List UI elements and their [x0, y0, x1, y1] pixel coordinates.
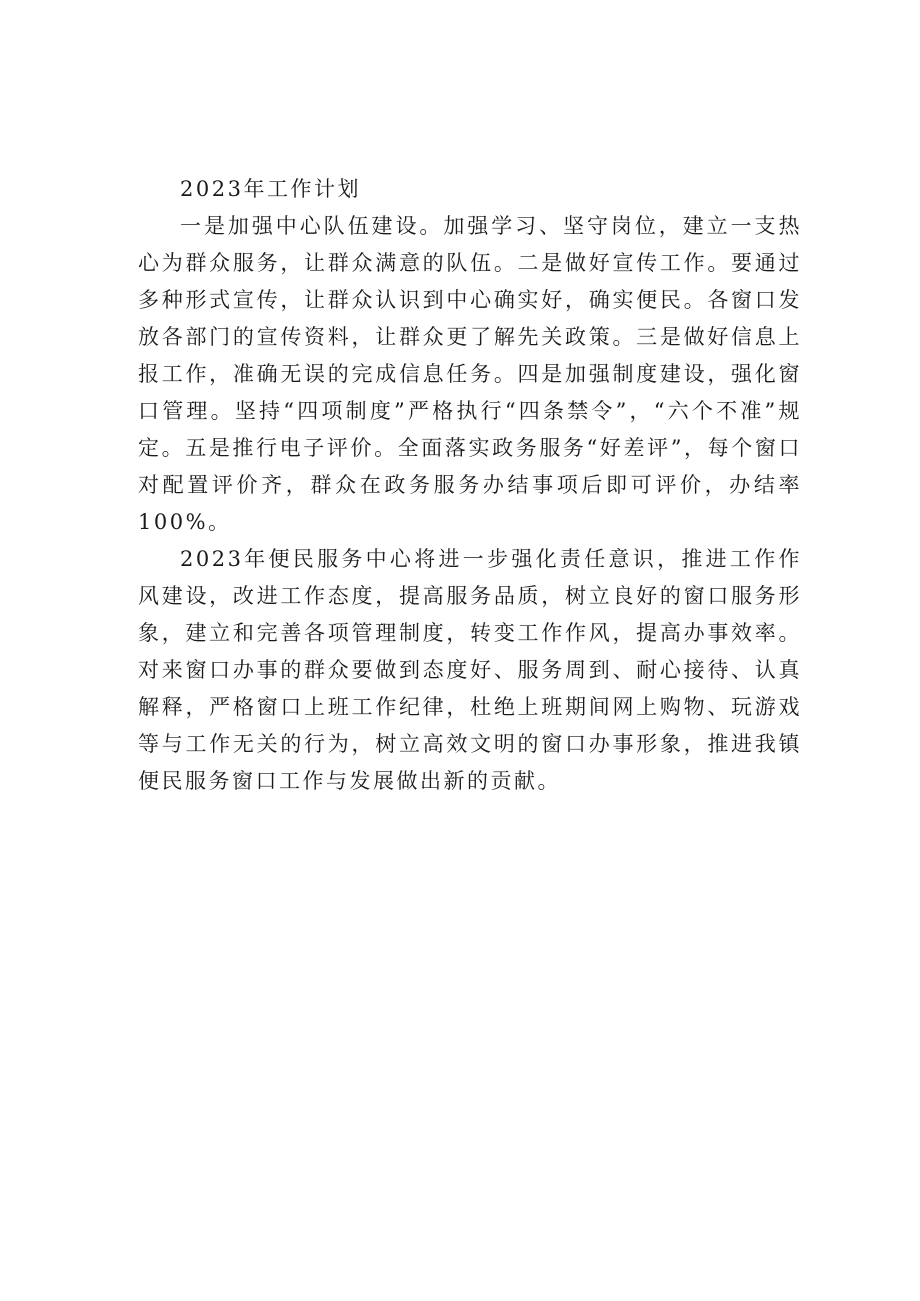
paragraph-service-center: 2023年便民服务中心将进一步强化责任意识，推进工作作风建设，改进工作态度，提高服务品质，树立良好的窗口服务形象，建立和完善各项管理制度，转变工作作风，提高办事效率。对来窗口办事的群众要做到态度好、服务周到、耐心接待、认真解释，严格窗口上班工作纪律，杜绝上班期间网上购物、玩游戏等与工作无关的行为，树立高效文明的窗口办事形象，推进我镇便民服务窗口工作与发展做出新的贡献。: [138, 547, 802, 793]
document-heading: 2023年工作计划: [180, 177, 361, 201]
paragraph-work-plan: 一是加强中心队伍建设。加强学习、坚守岗位，建立一支热心为群众服务，让群众满意的队伍。二是做好宣传工作。要通过多种形式宣传，让群众认识到中心确实好，确实便民。各窗口发放各部门的宣传资料，让群众更了解先关政策。三是做好信息上报工作，准确无误的完成信息任务。四是加强制度建设，强化窗口管理。坚持“四项制度”严格执行“四条禁令”，“六个不准”规定。五是推行电子评价。全面落实政务服务“好差评”，每个窗口对配置评价齐，群众在政务服务办结事项后即可评价，办结率100%。: [138, 214, 802, 534]
document-body: [138, 171, 802, 800]
